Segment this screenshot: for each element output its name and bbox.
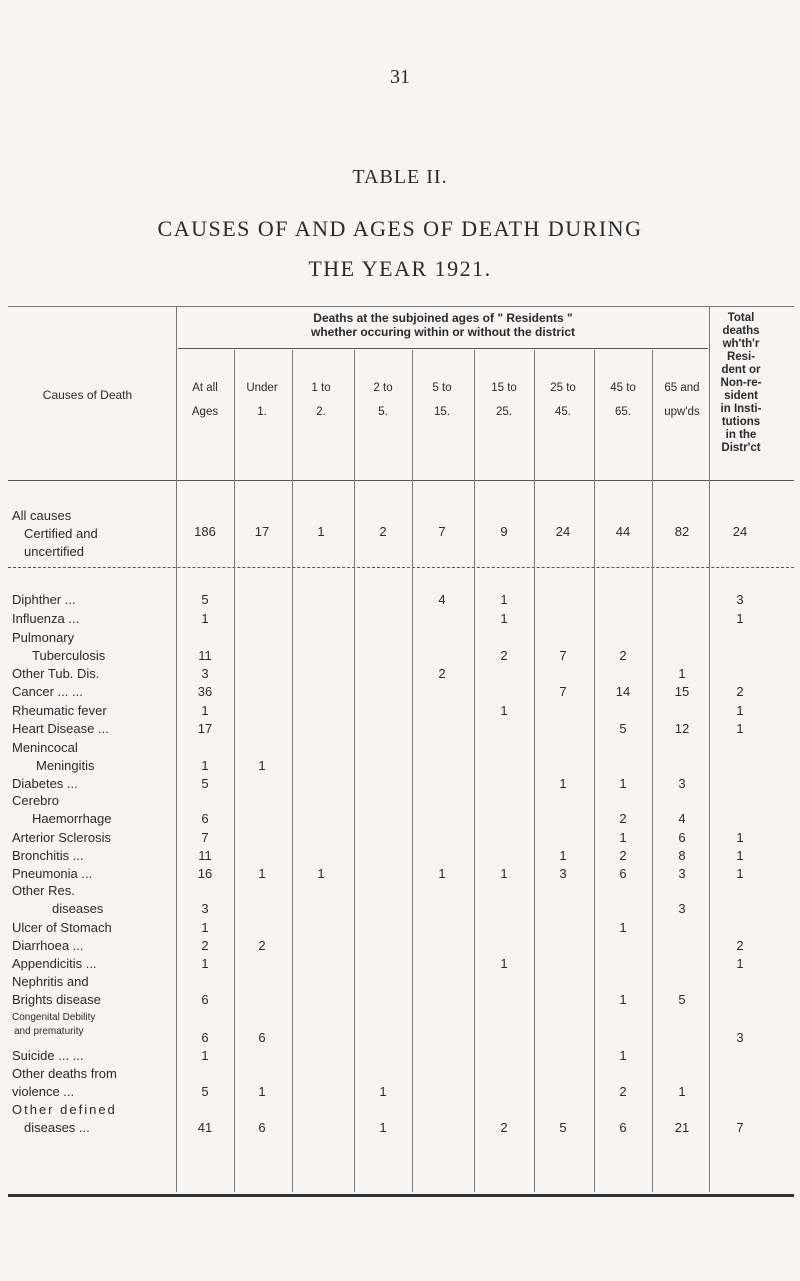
age-value: 1 [500, 592, 508, 607]
age-value: 2 [619, 848, 627, 863]
all-ages-value: 5 [201, 1084, 209, 1099]
cause-label: Menincocal [12, 740, 78, 755]
age-value: 2 [500, 648, 508, 663]
age-value: 8 [678, 848, 686, 863]
total-header-line: deaths [722, 325, 760, 337]
total-institutions-value: 3 [736, 592, 744, 607]
total-header-line: Non-re- [720, 377, 762, 389]
age-value: 1 [500, 611, 508, 626]
all-ages-value: 1 [201, 611, 209, 626]
cause-label: violence ... [12, 1084, 75, 1099]
age-column-header-line: 5 to [432, 382, 452, 394]
total-institutions-value: 7 [736, 1120, 744, 1135]
age-group-header [178, 311, 708, 339]
age-column-header-line: 65 and [664, 382, 700, 394]
group-header-rule [178, 348, 708, 349]
all-ages-value: 6 [201, 1030, 209, 1045]
cause-label: Suicide ... ... [12, 1048, 84, 1063]
age-value: 6 [619, 866, 627, 881]
age-value: 1 [619, 920, 627, 935]
table-top-rule [8, 306, 794, 307]
cause-label: Bronchitis ... [12, 848, 84, 863]
total-deaths-header [710, 312, 772, 455]
total-institutions-value: 1 [736, 848, 744, 863]
age-value: 82 [674, 524, 690, 539]
cause-label: Nephritis and [12, 974, 89, 989]
age-value: 21 [674, 1120, 690, 1135]
cause-label: diseases [52, 901, 104, 916]
cause-label: Ulcer of Stomach [12, 920, 112, 935]
age-value: 5 [559, 1120, 567, 1135]
column-divider [709, 306, 710, 1192]
all-ages-value: 5 [201, 776, 209, 791]
cause-label: Other defined [12, 1102, 117, 1117]
column-divider [354, 350, 355, 1192]
age-value: 1 [619, 992, 627, 1007]
age-value: 1 [500, 866, 508, 881]
total-header-line: in the [725, 429, 757, 441]
header-bottom-rule [8, 480, 794, 481]
age-value: 1 [500, 956, 508, 971]
column-divider [594, 350, 595, 1192]
cause-label: diseases ... [24, 1120, 90, 1135]
age-column-header [414, 381, 470, 419]
all-ages-value: 3 [201, 901, 209, 916]
table-heading-line1: CAUSES OF AND AGES OF DEATH DURING [157, 216, 643, 241]
age-value: 7 [559, 648, 567, 663]
all-ages-value: 3 [201, 666, 209, 681]
age-column-header [476, 381, 532, 419]
age-column-header [293, 381, 349, 419]
column-divider [534, 350, 535, 1192]
total-header-line: in Insti- [720, 403, 762, 415]
age-value: 1 [559, 848, 567, 863]
age-value: 3 [678, 866, 686, 881]
age-value: 12 [674, 721, 690, 736]
cause-label: and prematurity [14, 1026, 84, 1037]
cause-label: Brights disease [12, 992, 101, 1007]
cause-label: Diphther ... [12, 592, 76, 607]
age-column-header-line: 45. [555, 406, 571, 418]
all-ages-value: 36 [197, 684, 213, 699]
cause-label: Diabetes ... [12, 776, 78, 791]
total-header-line: Total [727, 312, 755, 324]
cause-label: Pulmonary [12, 630, 75, 645]
age-value: 2 [500, 1120, 508, 1135]
all-ages-value: 16 [197, 866, 213, 881]
cause-label: Meningitis [36, 758, 95, 773]
total-header-line: Distr'ct [721, 442, 761, 454]
column-divider [292, 350, 293, 1192]
cause-label: Other deaths from [12, 1066, 117, 1081]
age-value: 1 [317, 866, 325, 881]
all-ages-value: 6 [201, 992, 209, 1007]
cause-label: Appendicitis ... [12, 956, 97, 971]
total-header-line: wh'th'r [722, 338, 760, 350]
age-value: 2 [438, 666, 446, 681]
column-divider [412, 350, 413, 1192]
age-column-header-line: Under [246, 382, 278, 394]
total-institutions-value: 1 [736, 703, 744, 718]
age-value: 24 [555, 524, 571, 539]
total-institutions-value: 3 [736, 1030, 744, 1045]
age-value: 1 [500, 703, 508, 718]
age-column-header-line: 25. [496, 406, 512, 418]
age-value: 5 [619, 721, 627, 736]
age-group-header-line1: Deaths at the subjoined ages of " Residents " [313, 311, 573, 325]
age-value: 1 [379, 1120, 387, 1135]
page-number: 31 [390, 66, 410, 88]
age-value: 1 [619, 1048, 627, 1063]
age-value: 1 [258, 758, 266, 773]
age-column-header [535, 381, 591, 419]
age-value: 2 [619, 811, 627, 826]
age-value: 9 [500, 524, 508, 539]
age-value: 3 [678, 901, 686, 916]
age-value: 1 [438, 866, 446, 881]
age-column-header [654, 381, 710, 419]
cause-label: Other Res. [12, 883, 75, 898]
all-ages-value: 1 [201, 703, 209, 718]
all-ages-value: 5 [201, 592, 209, 607]
age-value: 6 [678, 830, 686, 845]
age-column-header [355, 381, 411, 419]
cause-label: Pneumonia ... [12, 866, 93, 881]
age-value: 14 [615, 684, 631, 699]
age-value: 7 [438, 524, 446, 539]
all-ages-value: 1 [201, 956, 209, 971]
cause-label: Arterior Sclerosis [12, 830, 111, 845]
total-institutions-value: 24 [732, 524, 748, 539]
age-value: 1 [317, 524, 325, 539]
age-value: 1 [258, 866, 266, 881]
age-value: 1 [619, 830, 627, 845]
total-institutions-value: 1 [736, 956, 744, 971]
cause-label: Certified and [24, 526, 98, 541]
cause-label: Haemorrhage [32, 811, 112, 826]
total-header-line: dent or [721, 364, 761, 376]
age-value: 4 [438, 592, 446, 607]
total-institutions-value: 1 [736, 830, 744, 845]
table-title: TABLE II. [352, 166, 448, 188]
age-value: 2 [619, 1084, 627, 1099]
all-ages-value: 1 [201, 1048, 209, 1063]
age-column-header-line: 65. [615, 406, 631, 418]
all-ages-value: 41 [197, 1120, 213, 1135]
age-column-header-line: 1 to [311, 382, 331, 394]
age-column-header-line: Ages [191, 406, 219, 418]
age-value: 2 [258, 938, 266, 953]
all-ages-value: 1 [201, 758, 209, 773]
age-value: 17 [254, 524, 270, 539]
total-institutions-value: 2 [736, 684, 744, 699]
age-value: 1 [379, 1084, 387, 1099]
age-column-header-line: 15. [434, 406, 450, 418]
age-value: 4 [678, 811, 686, 826]
all-ages-value: 7 [201, 830, 209, 845]
cause-label: Cerebro [12, 793, 59, 808]
age-column-header-line: upw'ds [664, 406, 700, 418]
age-value: 1 [559, 776, 567, 791]
age-value: 2 [619, 648, 627, 663]
all-causes-bottom-rule [8, 567, 794, 568]
cause-label: Influenza ... [12, 611, 80, 626]
age-column-header-line: 15 to [491, 382, 517, 394]
age-column-header-line: 1. [257, 406, 267, 418]
age-value: 1 [678, 1084, 686, 1099]
total-header-line: tutions [721, 416, 761, 428]
age-column-header [595, 381, 651, 419]
age-value: 1 [678, 666, 686, 681]
all-ages-value: 2 [201, 938, 209, 953]
all-ages-value: 186 [194, 524, 216, 539]
cause-column-header: Causes of Death [42, 388, 133, 402]
age-value: 15 [674, 684, 690, 699]
age-group-header-line2: whether occuring within or without the district [311, 325, 575, 339]
age-value: 1 [258, 1084, 266, 1099]
cause-label: All causes [12, 508, 72, 523]
cause-label: Congenital Debility [12, 1012, 96, 1023]
age-column-header-line: 2. [316, 406, 326, 418]
column-divider [474, 350, 475, 1192]
cause-label: Tuberculosis [32, 648, 106, 663]
all-ages-value: 1 [201, 920, 209, 935]
cause-label: Rheumatic fever [12, 703, 107, 718]
all-ages-value: 11 [198, 648, 212, 663]
all-ages-value: 6 [201, 811, 209, 826]
cause-label: Diarrhoea ... [12, 938, 84, 953]
table-heading-line2: THE YEAR 1921. [308, 256, 492, 281]
cause-label: Cancer ... ... [12, 684, 83, 699]
age-value: 6 [258, 1120, 266, 1135]
all-ages-value: 11 [198, 848, 212, 863]
age-value: 7 [559, 684, 567, 699]
age-value: 6 [619, 1120, 627, 1135]
age-value: 44 [615, 524, 631, 539]
age-value: 5 [678, 992, 686, 1007]
all-ages-value: 17 [197, 721, 213, 736]
age-column-header-line: 45 to [610, 382, 636, 394]
column-divider [652, 350, 653, 1192]
age-column-header [177, 381, 233, 419]
age-value: 1 [619, 776, 627, 791]
total-institutions-value: 1 [736, 866, 744, 881]
age-column-header-line: At all [192, 382, 218, 394]
cause-label: Heart Disease ... [12, 721, 109, 736]
total-institutions-value: 1 [736, 721, 744, 736]
total-header-line: Resi- [726, 351, 756, 363]
age-value: 3 [559, 866, 567, 881]
age-value: 3 [678, 776, 686, 791]
age-column-header-line: 25 to [550, 382, 576, 394]
cause-label: uncertified [24, 544, 84, 559]
age-value: 6 [258, 1030, 266, 1045]
total-institutions-value: 2 [736, 938, 744, 953]
age-column-header [234, 381, 290, 419]
table-bottom-rule [8, 1194, 794, 1197]
age-value: 2 [379, 524, 387, 539]
age-column-header-line: 2 to [373, 382, 393, 394]
age-column-header-line: 5. [378, 406, 388, 418]
cause-label: Other Tub. Dis. [12, 666, 100, 681]
total-institutions-value: 1 [736, 611, 744, 626]
total-header-line: sident [724, 390, 758, 402]
